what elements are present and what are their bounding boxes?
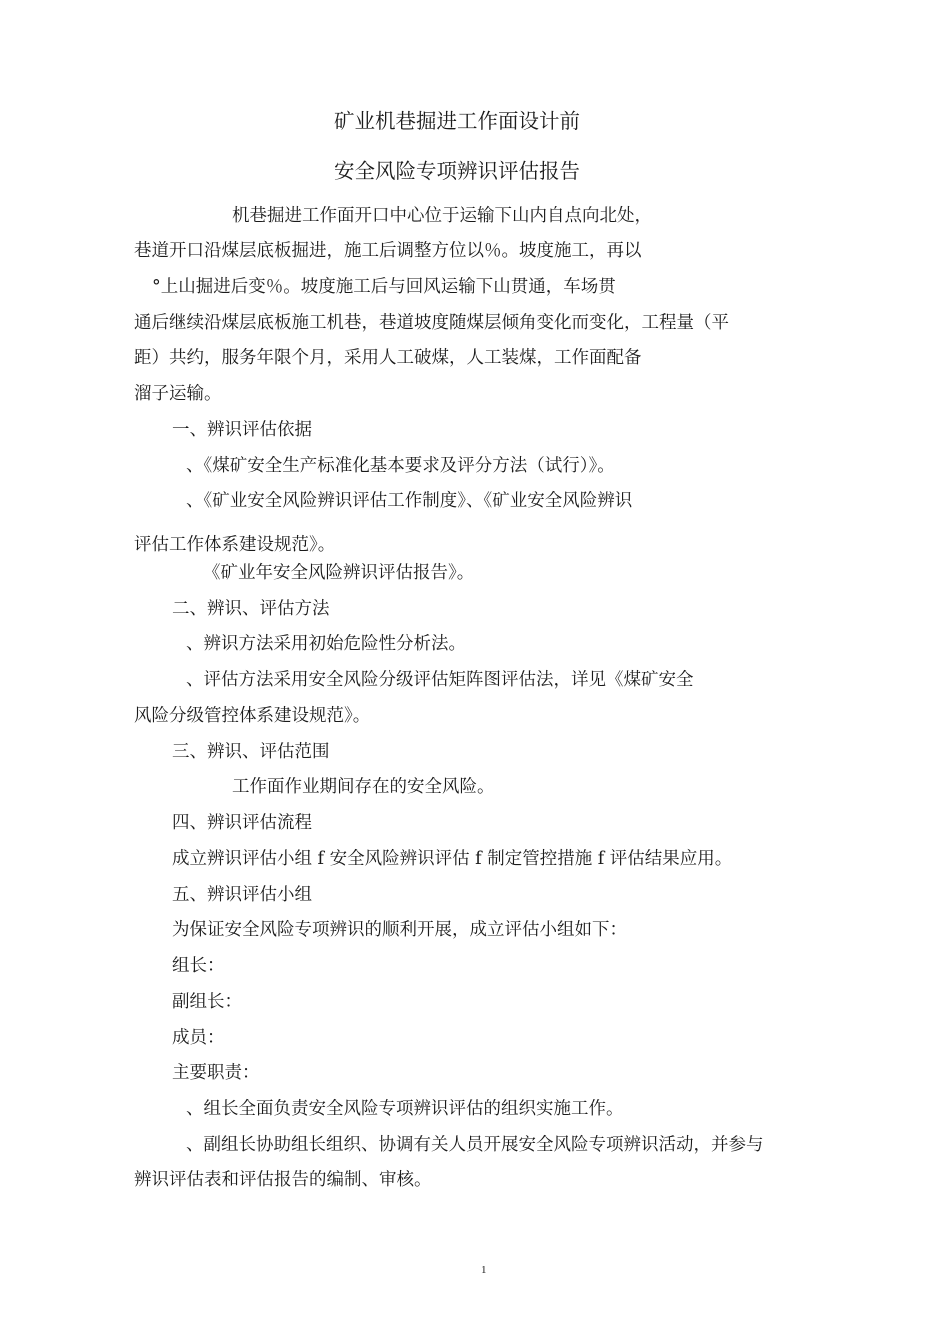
duty-item-2-cont: 辨识评估表和评估报告的编制、审核。 bbox=[134, 1170, 432, 1190]
duties-heading: 主要职责： bbox=[172, 1063, 260, 1083]
method-item-2-cont: 风险分级管控体系建设规范》。 bbox=[134, 706, 371, 726]
title-line-2: 安全风险专项辨识评估报告 bbox=[334, 159, 580, 183]
process-item-1: 成立辨识评估小组 f 安全风险辨识评估 f 制定管控措施 f 评估结果应用。 bbox=[172, 849, 733, 869]
intro-line-4: 通后继续沿煤层底板施工机巷，巷道坡度随煤层倾角变化而变化，工程量（平 bbox=[134, 313, 729, 333]
method-item-1: 、辨识方法采用初始危险性分析法。 bbox=[186, 634, 466, 654]
scope-item-1: 工作面作业期间存在的安全风险。 bbox=[232, 777, 495, 797]
basis-item-2-cont: 评估工作体系建设规范》。 bbox=[134, 535, 336, 555]
team-deputy: 副组长： bbox=[172, 992, 242, 1012]
section-heading-4: 四、辨识评估流程 bbox=[172, 813, 312, 833]
method-item-2: 、评估方法采用安全风险分级评估矩阵图评估法，详见《煤矿安全 bbox=[186, 670, 694, 690]
section-heading-1: 一、辨识评估依据 bbox=[172, 420, 312, 440]
section-heading-2: 二、辨识、评估方法 bbox=[172, 599, 330, 619]
section-heading-5: 五、辨识评估小组 bbox=[172, 885, 312, 905]
intro-line-5: 距）共约，服务年限个月，采用人工破煤，人工装煤，工作面配备 bbox=[134, 348, 642, 368]
team-members: 成员： bbox=[172, 1028, 225, 1048]
duty-item-1: 、组长全面负责安全风险专项辨识评估的组织实施工作。 bbox=[186, 1099, 624, 1119]
basis-item-3: 《矿业年安全风险辨识评估报告》。 bbox=[203, 563, 475, 583]
intro-line-2: 巷道开口沿煤层底板掘进，施工后调整方位以％。坡度施工，再以 bbox=[134, 241, 642, 261]
basis-item-2: 、《矿业安全风险辨识评估工作制度》、《矿业安全风险辨识 bbox=[186, 491, 633, 511]
basis-item-1: 、《煤矿安全生产标准化基本要求及评分方法（试行）》。 bbox=[186, 456, 615, 476]
intro-line-6: 溜子运输。 bbox=[134, 384, 222, 404]
page-number: 1 bbox=[481, 1264, 487, 1276]
duty-item-2: 、副组长协助组长组织、协调有关人员开展安全风险专项辨识活动，并参与 bbox=[186, 1135, 764, 1155]
intro-line-1: 机巷掘进工作面开口中心位于运输下山内自点向北处， bbox=[232, 206, 652, 226]
section-heading-3: 三、辨识、评估范围 bbox=[172, 742, 330, 762]
team-intro: 为保证安全风险专项辨识的顺利开展，成立评估小组如下： bbox=[172, 920, 627, 940]
title-line-1: 矿业机巷掘进工作面设计前 bbox=[334, 109, 580, 133]
intro-line-3: °上山掘进后变％。坡度施工后与回风运输下山贯通，车场贯 bbox=[152, 277, 616, 297]
team-leader: 组长： bbox=[172, 956, 225, 976]
